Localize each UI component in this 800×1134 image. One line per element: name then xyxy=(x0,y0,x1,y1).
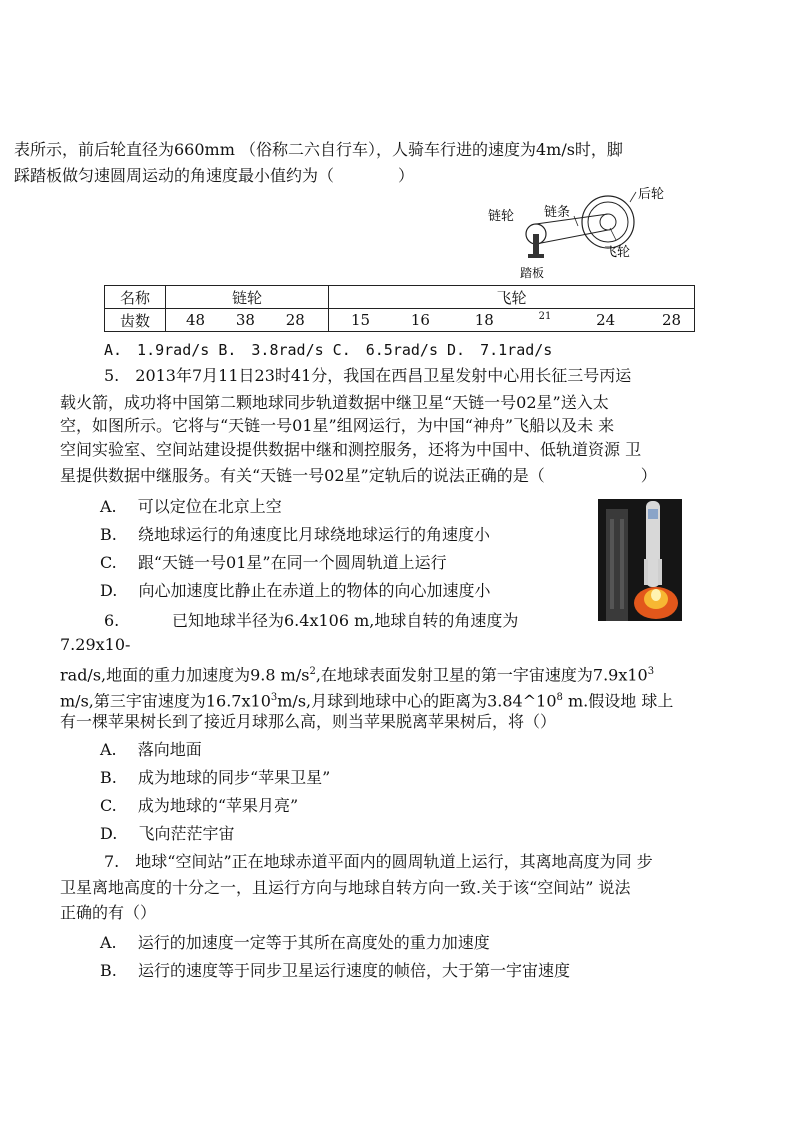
q6-text-line3-a: rad/s,地面的重力加速度为9.8 m/s xyxy=(60,665,310,685)
diagram-label-rear-wheel: 后轮 xyxy=(638,187,665,202)
q6-text-line2: 7.29x10- xyxy=(60,635,131,654)
table-header-name: 名称 xyxy=(105,286,166,309)
option-text: 成为地球的“苹果月亮” xyxy=(137,796,299,815)
q7-option-b xyxy=(100,961,570,981)
option-text: 落向地面 xyxy=(137,740,202,759)
crank-arm xyxy=(533,234,539,256)
option-text: 成为地球的同步“苹果卫星” xyxy=(137,768,331,787)
option-letter: B. xyxy=(100,525,117,544)
table-row xyxy=(105,286,695,309)
rear-wheel-inner xyxy=(588,202,628,242)
option-text: 可以定位在北京上空 xyxy=(137,497,282,516)
q5-text-line3: 空，如图所示。它将与“天链一号01星”组网运行，为中国“神舟”飞船以及未 来 xyxy=(60,416,615,435)
q7-text-line2: 卫星离地高度的十分之一，且运行方向与地球自转方向一致.关于该“空间站” 说法 xyxy=(60,878,631,897)
option-text: 向心加速度比静止在赤道上的物体的向心加速度小 xyxy=(138,581,491,600)
q6-text-line4-a: m/s,第三宇宙速度为16.7x10 xyxy=(60,691,271,711)
bicycle-drive-diagram xyxy=(478,182,678,282)
option-letter: C. xyxy=(100,553,117,572)
q5-text-line2: 载火箭，成功将中国第二颗地球同步轨道数据中继卫星“天链一号02星”送入太 xyxy=(60,393,609,412)
q6-exponent: 8 xyxy=(556,692,563,703)
q7-text-line1: 7. 地球“空间站”正在地球赤道平面内的圆周轨道上运行，其离地高度为同 步 xyxy=(104,852,653,871)
table-label-teeth: 齿数 xyxy=(105,309,166,332)
option-text: 绕地球运行的角速度比月球绕地球运行的角速度小 xyxy=(137,525,490,544)
q6-number: 6. xyxy=(104,611,120,630)
flywheel-teeth-value: 15 xyxy=(351,311,371,329)
option-text: 运行的速度等于同步卫星运行速度的帧倍，大于第一宇宙速度 xyxy=(137,961,570,980)
chain-bottom xyxy=(536,230,608,244)
chainring-teeth-value: 38 xyxy=(235,311,255,329)
q4-text-line1: 表所示，前后轮直径为660mm （俗称二六自行车），人骑车行进的速度为4m/s时，脚 xyxy=(14,140,623,159)
rocket-icon xyxy=(598,499,682,621)
gear-teeth-table xyxy=(104,285,695,332)
q6-text-line4-c: m.假设地 球上 xyxy=(562,691,674,711)
flywheel-teeth-value: 16 xyxy=(410,311,430,329)
option-letter: C. xyxy=(100,796,117,815)
option-text: 运行的加速度一定等于其所在高度处的重力加速度 xyxy=(137,933,490,952)
q5-text-line4: 空间实验室、空间站建设提供数据中继和测控服务，还将为中国中、低轨道资源 卫 xyxy=(60,440,642,459)
option-letter: A. xyxy=(100,740,117,759)
flywheel-shape xyxy=(600,214,616,230)
rear-wheel-outer xyxy=(582,196,634,248)
option-letter: A. xyxy=(100,497,117,516)
q6-text-line4-b: m/s,月球到地球中心的距离为3.84^10 xyxy=(277,691,557,711)
table-header-chainring: 链轮 xyxy=(166,286,329,309)
q5-option-c xyxy=(100,553,447,573)
q6-exponent: 3 xyxy=(270,692,278,703)
q5-option-d xyxy=(100,581,490,601)
diagram-label-chainring: 链轮 xyxy=(488,209,515,224)
q6-option-d xyxy=(100,824,234,844)
q6-option-a xyxy=(100,740,202,760)
option-letter: D. xyxy=(100,581,118,600)
flywheel-teeth-value: 21 xyxy=(538,311,552,322)
flywheel-teeth-cell xyxy=(329,309,695,332)
q4-options: A. 1.9rad/s B. 3.8rad/s C. 6.5rad/s D. 7.1rad/s xyxy=(104,341,553,359)
option-letter: B. xyxy=(100,961,117,980)
chainring-teeth-value: 48 xyxy=(186,311,206,329)
diagram-label-chain: 链条 xyxy=(544,205,571,220)
option-letter: A. xyxy=(100,933,117,952)
chainring-teeth-cell xyxy=(166,309,329,332)
q5-text-line5: 星提供数据中继服务。有关“天链一号02星”定轨后的说法正确的是（ ） xyxy=(60,466,657,485)
option-text: 飞向茫茫宇宙 xyxy=(138,824,235,843)
diagram-label-flywheel: 飞轮 xyxy=(604,245,631,260)
q5-text-line1: 5. 2013年7月11日23时41分，我国在西昌卫星发射中心用长征三号丙运 xyxy=(104,366,632,385)
option-letter: D. xyxy=(100,824,118,843)
q5-option-a xyxy=(100,497,282,517)
q6-exponent: 3 xyxy=(647,666,655,677)
option-text: 跟“天链一号01星”在同一个圆周轨道上运行 xyxy=(137,553,447,572)
q6-option-c xyxy=(100,796,298,816)
q6-text-line3-b: ,在地球表面发射卫星的第一宇宙速度为7.9x10 xyxy=(315,665,648,685)
table-header-flywheel: 飞轮 xyxy=(329,286,695,309)
flywheel-teeth-value: 18 xyxy=(474,311,494,329)
option-letter: B. xyxy=(100,768,117,787)
q6-option-b xyxy=(100,768,330,788)
q6-exponent: 2 xyxy=(309,666,316,677)
table-row xyxy=(105,309,695,332)
q6-text-line4 xyxy=(60,688,673,711)
q5-option-b xyxy=(100,525,490,545)
q7-option-a xyxy=(100,933,490,953)
diagram-label-pedal: 踏板 xyxy=(520,266,545,280)
flywheel-teeth-value: 28 xyxy=(662,311,682,329)
chainring-teeth-value: 28 xyxy=(285,311,305,329)
q6-text-line5: 有一棵苹果树长到了接近月球那么高，则当苹果脱离苹果树后，将（） xyxy=(60,712,557,731)
pedal-shape xyxy=(528,254,544,258)
q6-text-line1: 已知地球半径为6.4x106 m,地球自转的角速度为 xyxy=(172,611,519,630)
q7-text-line3: 正确的有（） xyxy=(60,903,157,922)
rocket-launch-photo xyxy=(598,499,682,621)
q6-text-line3 xyxy=(60,662,654,685)
q4-text-line2: 踩踏板做匀速圆周运动的角速度最小值约为（ ） xyxy=(14,166,415,185)
flywheel-teeth-value: 24 xyxy=(596,311,616,329)
